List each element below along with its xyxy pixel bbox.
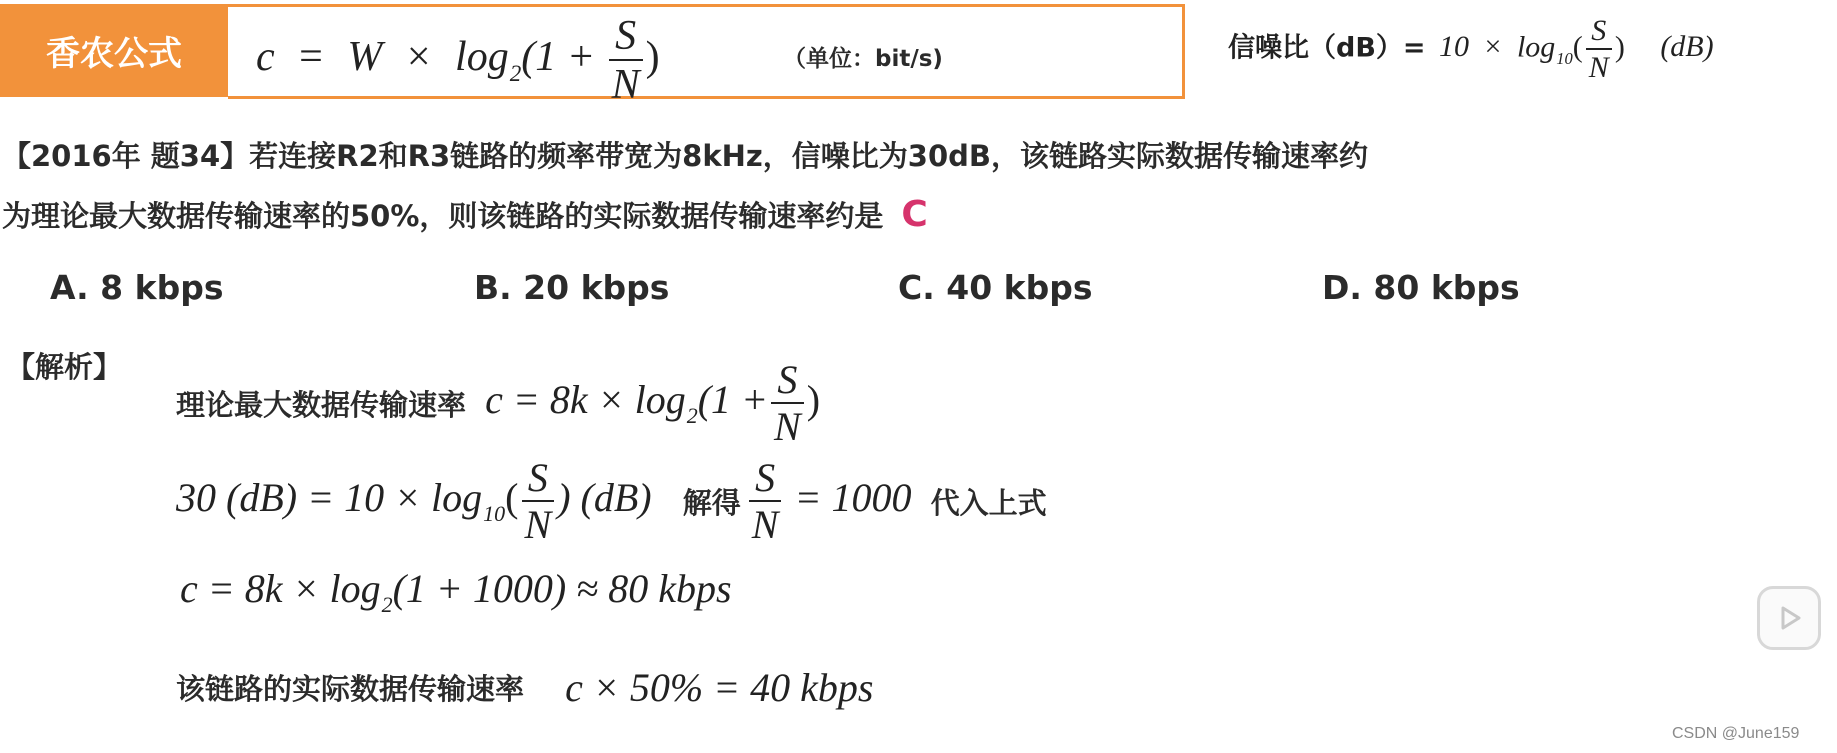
option-a: A. 8 kbps [50, 268, 224, 307]
option-b: B. 20 kbps [474, 268, 670, 307]
question-line-2: 为理论最大数据传输速率的50%，则该链路的实际数据传输速率约是 C [2, 194, 928, 235]
fraction-s-over-n: $\frac{S}{N}$ [522, 458, 555, 545]
snr-formula-label: 信噪比（dB）= [1228, 32, 1426, 64]
unit-note: （单位：bit/s) [783, 46, 943, 72]
fraction-s-over-n: $\frac{S}{N}$ [609, 15, 643, 106]
analysis-line-1: 理论最大数据传输速率 $c = 8k \times \log_2(1$ + $\frac{S}{N}$ ) [176, 357, 821, 449]
play-icon [1774, 603, 1804, 633]
analysis-line-3: $c = 8k \times \log_2(1 + 1000) \approx 80$ kbps [180, 566, 732, 617]
question-line-1: 【2016年 题34】若连接R2和R3链路的频率带宽为8kHz，信噪比为30dB，该链路实际数据传输速率约 [2, 139, 1369, 173]
play-button[interactable] [1757, 586, 1821, 650]
shannon-formula-box [228, 4, 1185, 108]
fraction-s-over-n: $\frac{S}{N}$ [771, 360, 804, 447]
analysis-line-4: 该链路的实际数据传输速率 c × 50% = 40 kbps [176, 665, 874, 710]
fraction-s-over-n: $\frac{S}{N}$ [1586, 16, 1612, 83]
analysis-line-2: 30 $(dB) = 10 \times \log_{10}$( $\frac{S}{N}$ ) (dB) 解得 $\frac{S}{N}$ = 1000 代入上式 [176, 455, 1047, 547]
fraction-s-over-n: $\frac{S}{N}$ [749, 458, 782, 545]
watermark: CSDN @June159 [1672, 725, 1800, 742]
shannon-formula: $c = W \times \log_2(1$ + $\frac{S}{N}$ ) [256, 13, 660, 108]
option-d: D. 80 kbps [1322, 268, 1520, 307]
option-c: C. 40 kbps [898, 268, 1093, 307]
answer-mark: C [901, 194, 928, 235]
shannon-formula-label: 香农公式 [0, 4, 228, 97]
analysis-heading: 【解析】 [6, 350, 123, 384]
snr-formula: 信噪比$(dB)= 10 \times \log_{10}$( $\frac{S}{N}$ ) (dB) [1228, 14, 1714, 84]
